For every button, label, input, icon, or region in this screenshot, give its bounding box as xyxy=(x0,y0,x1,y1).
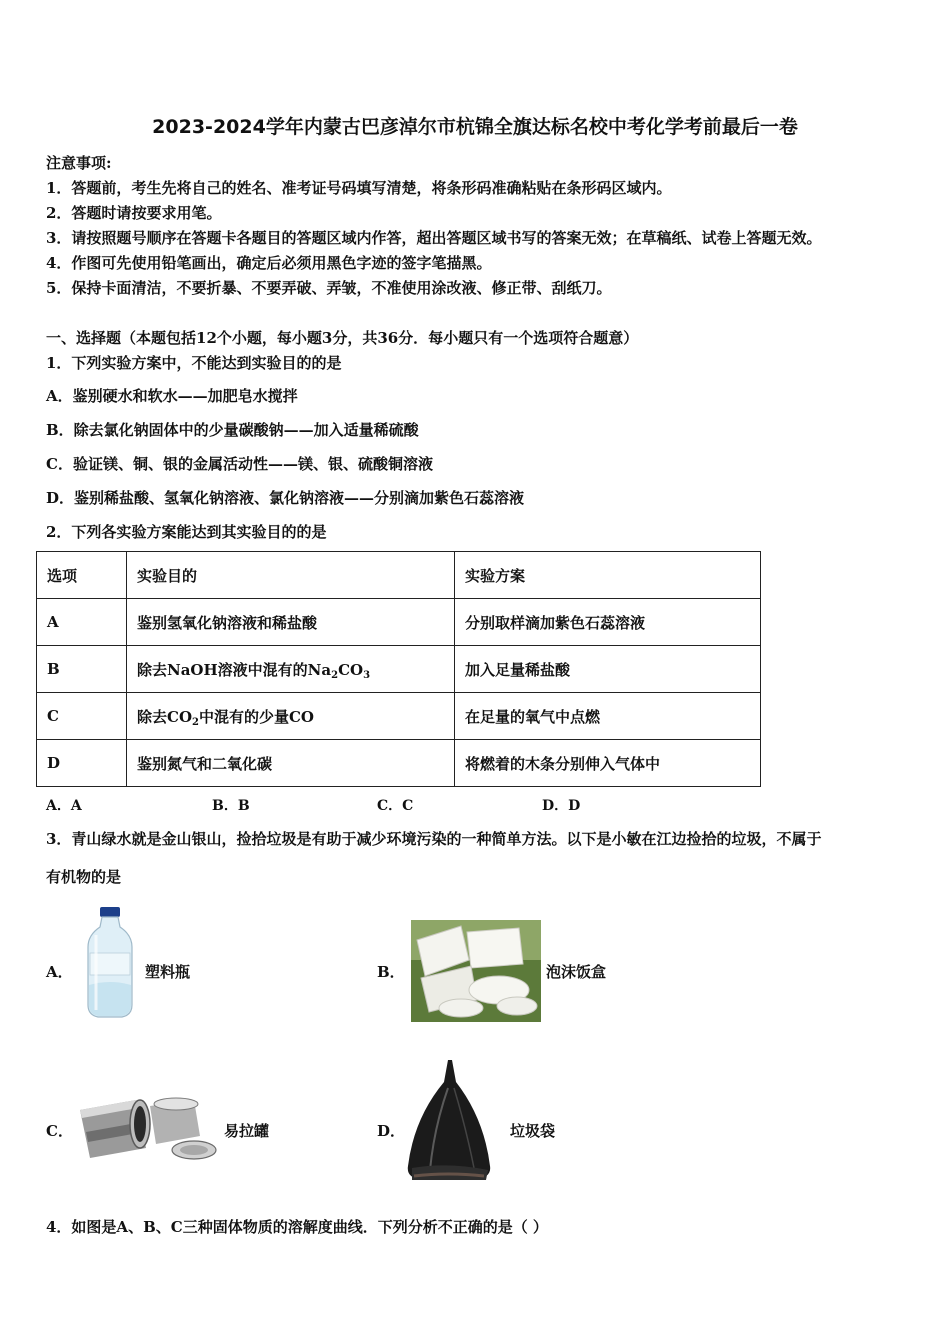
header-goal: 实验目的 xyxy=(127,552,455,599)
subscript: 2 xyxy=(192,716,199,728)
q3-option-c-name: 易拉罐 xyxy=(224,1122,270,1140)
goal-text: CO xyxy=(338,660,364,679)
subscript: 3 xyxy=(363,669,371,681)
q1-option-c: C．验证镁、铜、银的金属活动性——镁、银、硫酸铜溶液 xyxy=(46,455,433,473)
q3-stem-line1: 3．青山绿水就是金山银山，捡拾垃圾是有助于减少环境污染的一种简单方法。以下是小敏在江边捡拾的垃圾，不属于 xyxy=(46,830,822,848)
q3-option-b-label: B． xyxy=(377,963,405,981)
q3-stem-line2: 有机物的是 xyxy=(46,868,122,886)
q2-answer-c: C．C xyxy=(377,798,414,814)
row-goal xyxy=(127,693,455,740)
row-option: D xyxy=(37,740,127,787)
can-image xyxy=(76,1092,218,1164)
garbage-bag-image xyxy=(404,1058,494,1184)
row-goal: 鉴别氮气和二氧化碳 xyxy=(127,740,455,787)
q2-table xyxy=(36,551,761,787)
notice-item-5: 5．保持卡面清洁，不要折暴、不要弄破、弄皱，不准使用涂改液、修正带、刮纸刀。 xyxy=(46,279,612,297)
table-row xyxy=(37,599,761,646)
foam-box-image xyxy=(411,920,541,1022)
plastic-bottle-image xyxy=(80,905,140,1020)
row-plan: 在足量的氧气中点燃 xyxy=(455,693,761,740)
q2-answer-b: B．B xyxy=(212,798,250,814)
notice-item-2: 2．答题时请按要求用笔。 xyxy=(46,204,222,222)
notice-item-3: 3．请按照题号顺序在答题卡各题目的答题区域内作答，超出答题区域书写的答案无效；在草稿纸、试卷上答题无效。 xyxy=(46,229,822,247)
notice-heading: 注意事项: xyxy=(46,154,112,172)
q3-option-d-label: D． xyxy=(377,1122,406,1140)
q4-stem: 4．如图是A、B、C三种固体物质的溶解度曲线．下列分析不正确的是（ ） xyxy=(46,1218,548,1236)
q3-option-a-name: 塑料瓶 xyxy=(145,963,191,981)
row-option: B xyxy=(37,646,127,693)
q3-option-b-name: 泡沫饭盒 xyxy=(546,963,607,981)
goal-text: 除去NaOH溶液中混有的Na xyxy=(137,660,332,679)
table-header-row xyxy=(37,552,761,599)
goal-text: 除去CO xyxy=(137,707,193,726)
q3-option-c-label: C． xyxy=(46,1122,73,1140)
goal-text: 中混有的少量CO xyxy=(198,707,314,726)
table-row xyxy=(37,646,761,693)
exam-title: 2023-2024学年内蒙古巴彦淖尔市杭锦全旗达标名校中考化学考前最后一卷 xyxy=(152,116,798,138)
q2-answer-a: A．A xyxy=(46,798,82,814)
q1-option-d: D．鉴别稀盐酸、氢氧化钠溶液、氯化钠溶液——分别滴加紫色石蕊溶液 xyxy=(46,489,525,507)
q1-stem: 1．下列实验方案中，不能达到实验目的的是 xyxy=(46,354,342,372)
row-option: C xyxy=(37,693,127,740)
table-row xyxy=(37,693,761,740)
q1-option-b: B．除去氯化钠固体中的少量碳酸钠——加入适量稀硫酸 xyxy=(46,421,419,439)
notice-item-4: 4．作图可先使用铅笔画出，确定后必须用黑色字迹的签字笔描黑。 xyxy=(46,254,492,272)
row-plan: 分别取样滴加紫色石蕊溶液 xyxy=(455,599,761,646)
q3-option-a-label: A． xyxy=(46,963,73,981)
row-plan: 加入足量稀盐酸 xyxy=(455,646,761,693)
header-plan: 实验方案 xyxy=(455,552,761,599)
q3-option-d-name: 垃圾袋 xyxy=(510,1122,556,1140)
row-goal: 鉴别氢氧化钠溶液和稀盐酸 xyxy=(127,599,455,646)
section-heading: 一、选择题（本题包括12个小题，每小题3分，共36分．每小题只有一个选项符合题意） xyxy=(46,329,639,347)
notice-item-1: 1．答题前，考生先将自己的姓名、准考证号码填写清楚，将条形码准确粘贴在条形码区域内。 xyxy=(46,179,672,197)
table-row xyxy=(37,740,761,787)
subscript: 2 xyxy=(331,669,339,681)
row-goal xyxy=(127,646,455,693)
header-option: 选项 xyxy=(37,552,127,599)
q2-answer-d: D．D xyxy=(542,798,581,814)
row-option: A xyxy=(37,599,127,646)
q1-option-a: A．鉴别硬水和软水——加肥皂水搅拌 xyxy=(46,387,298,405)
q2-stem: 2．下列各实验方案能达到其实验目的的是 xyxy=(46,523,327,541)
row-plan: 将燃着的木条分别伸入气体中 xyxy=(455,740,761,787)
